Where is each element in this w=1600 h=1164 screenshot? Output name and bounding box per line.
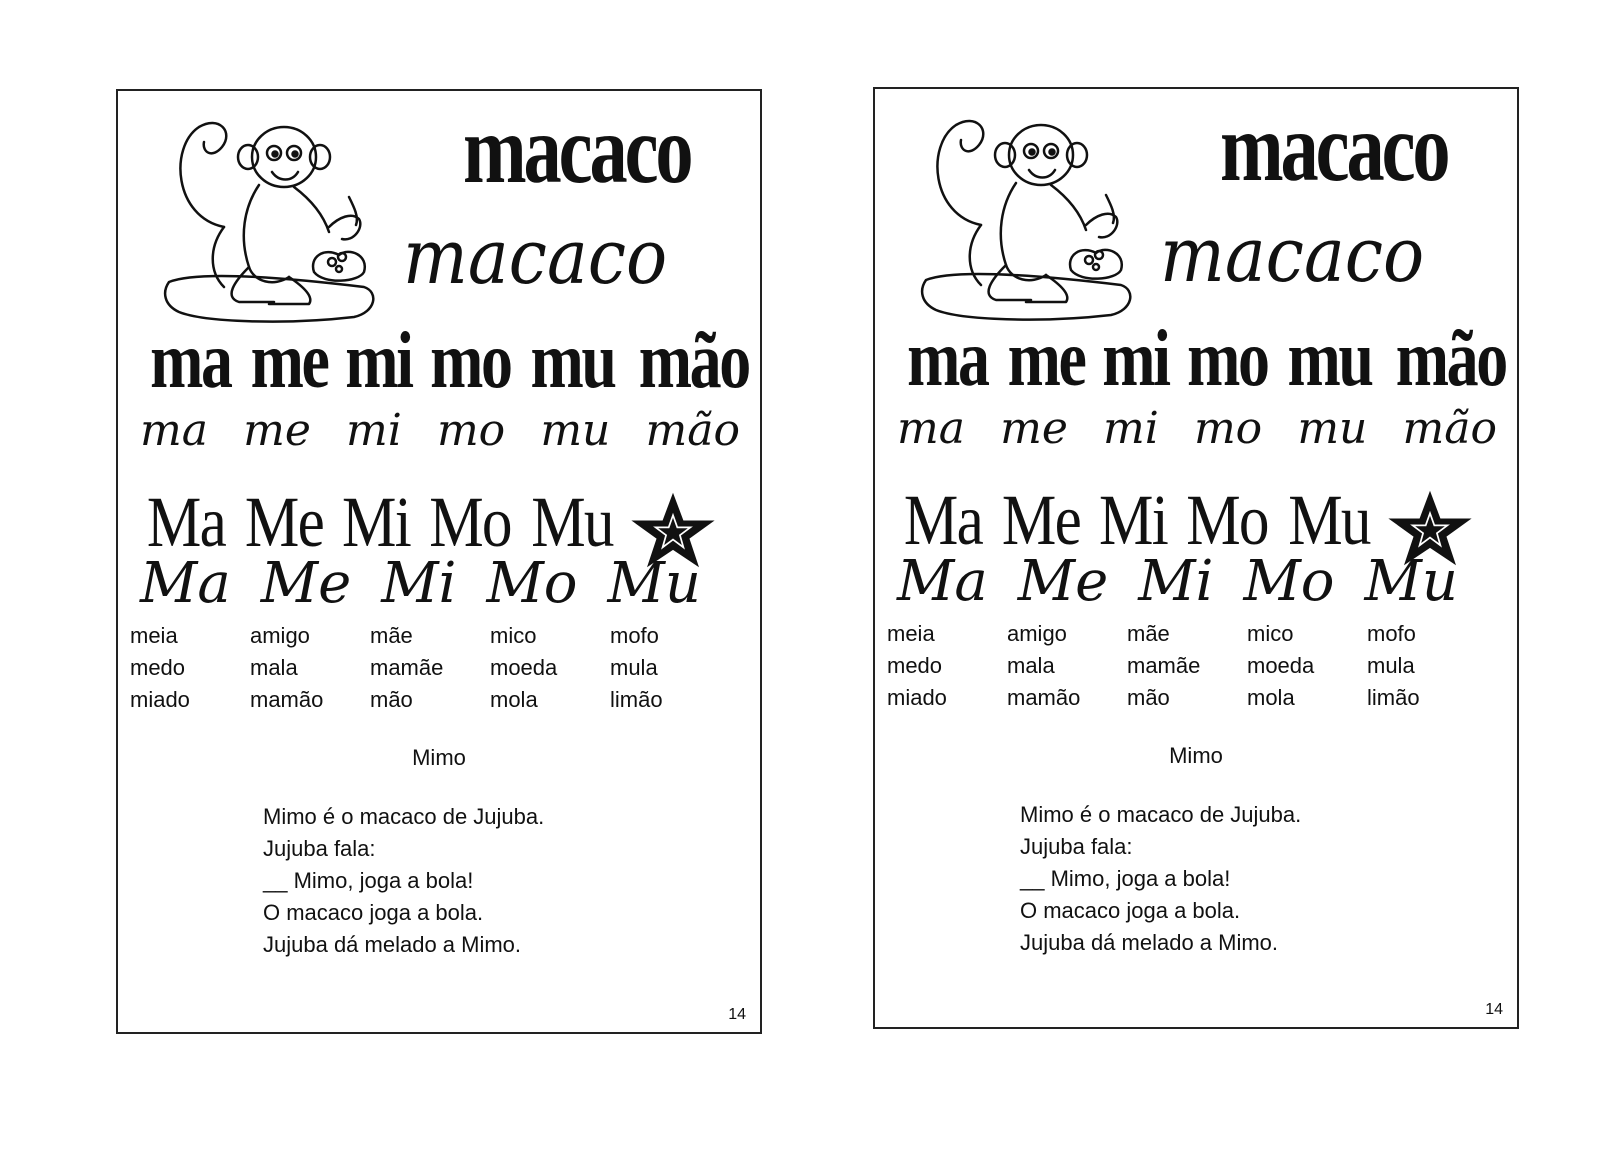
story-line: Jujuba dá melado a Mimo.	[1020, 930, 1279, 955]
story-line: Jujuba fala:	[1020, 834, 1133, 859]
syllable: Mi	[1138, 549, 1214, 614]
word-list	[130, 621, 730, 715]
syllable: mi	[346, 405, 402, 456]
word: amigo	[1007, 621, 1067, 646]
word: mão	[1127, 685, 1170, 710]
story-line: O macaco joga a bola.	[1020, 898, 1241, 923]
story-line: Mimo é o macaco de Jujuba.	[1020, 802, 1302, 827]
syllable: ma	[897, 403, 965, 454]
syllable: Me	[244, 482, 324, 562]
word-list	[887, 619, 1487, 713]
story-text	[263, 801, 544, 961]
syllable: Mu	[607, 551, 701, 616]
story-line: __ Mimo, joga a bola!	[1020, 866, 1231, 891]
syllable: mu	[1297, 403, 1368, 454]
syllable: mo	[1186, 315, 1268, 403]
word: mala	[1007, 653, 1055, 678]
syllable: mu	[540, 405, 611, 456]
word: mola	[1247, 685, 1295, 710]
word: amigo	[250, 623, 310, 648]
word: mãe	[370, 623, 413, 648]
syllable: Me	[1001, 480, 1081, 560]
syllable: Mu	[1288, 480, 1370, 560]
story-title: Mimo	[412, 745, 466, 770]
word: mamão	[1007, 685, 1081, 710]
syllable: Mo	[429, 482, 511, 562]
syllable: me	[1000, 403, 1068, 454]
syllable: Me	[1017, 549, 1109, 614]
page-number: 14	[728, 1006, 746, 1023]
syllable: ma	[140, 405, 208, 456]
monkey-icon	[163, 107, 385, 332]
syllable: Ma	[903, 480, 983, 560]
syllable: Mo	[486, 551, 578, 616]
story-text	[1020, 799, 1301, 959]
word: miado	[887, 685, 947, 710]
syllable: ma	[907, 315, 988, 403]
word: mofo	[1367, 621, 1416, 646]
word: mamãe	[370, 655, 444, 680]
syllable: mão	[645, 405, 740, 456]
syllable: ma	[150, 317, 231, 405]
word: mula	[1367, 653, 1415, 678]
title-cursive: macaco	[403, 212, 668, 301]
syllable: Mi	[381, 551, 457, 616]
page-number: 14	[1485, 1001, 1503, 1018]
syllables-lower-printed	[140, 317, 750, 405]
word: moeda	[1247, 653, 1315, 678]
syllables-lower-cursive	[897, 403, 1497, 454]
syllable: Mu	[1364, 549, 1458, 614]
syllable: Ma	[140, 551, 231, 616]
word: mofo	[610, 623, 659, 648]
word: meia	[130, 623, 178, 648]
syllable: Mu	[531, 482, 613, 562]
syllable: mi	[1103, 403, 1159, 454]
syllables-upper-printed	[897, 480, 1377, 560]
word: mola	[490, 687, 538, 712]
syllable: mu	[1287, 315, 1372, 403]
syllable: mi	[1102, 315, 1169, 403]
syllables-upper-cursive	[897, 549, 1458, 614]
word: meia	[887, 621, 935, 646]
syllable: mão	[1396, 315, 1507, 403]
word: moeda	[490, 655, 558, 680]
word: mico	[490, 623, 537, 648]
title-printed: macaco	[463, 96, 691, 204]
syllable: mão	[1402, 403, 1497, 454]
syllable: Mi	[1098, 480, 1167, 560]
syllable: Ma	[146, 482, 226, 562]
word: medo	[887, 653, 943, 678]
syllables-lower-cursive	[140, 405, 740, 456]
word: mico	[1247, 621, 1294, 646]
syllable: mão	[639, 317, 750, 405]
word: mão	[370, 687, 413, 712]
word: mãe	[1127, 621, 1170, 646]
word: limão	[610, 687, 663, 712]
story-line: Jujuba fala:	[263, 836, 376, 861]
title-printed: macaco	[1220, 94, 1448, 202]
story-line: Mimo é o macaco de Jujuba.	[263, 804, 545, 829]
syllables-lower-printed	[897, 315, 1507, 403]
syllable: me	[243, 405, 311, 456]
syllable: mo	[1193, 403, 1263, 454]
worksheet-page-right	[873, 87, 1519, 1029]
word: limão	[1367, 685, 1420, 710]
syllables-upper-printed	[140, 482, 620, 562]
syllable: mo	[429, 317, 511, 405]
word: mamãe	[1127, 653, 1201, 678]
syllable: Mi	[341, 482, 410, 562]
word: mala	[250, 655, 298, 680]
word: mamão	[250, 687, 324, 712]
syllable: mo	[436, 405, 506, 456]
worksheet-page-left	[116, 89, 762, 1034]
word: medo	[130, 655, 186, 680]
title-cursive: macaco	[1160, 210, 1425, 299]
story-line: O macaco joga a bola.	[263, 900, 484, 925]
syllable: Ma	[897, 549, 988, 614]
syllable: mu	[530, 317, 615, 405]
syllables-upper-cursive	[140, 551, 701, 616]
syllable: Me	[260, 551, 352, 616]
monkey-icon	[920, 105, 1142, 330]
syllable: me	[250, 317, 328, 405]
word: mula	[610, 655, 658, 680]
syllable: Mo	[1186, 480, 1268, 560]
syllable: mi	[345, 317, 412, 405]
syllable: Mo	[1243, 549, 1335, 614]
story-line: __ Mimo, joga a bola!	[263, 868, 474, 893]
story-title: Mimo	[1169, 743, 1223, 768]
story-line: Jujuba dá melado a Mimo.	[263, 932, 522, 957]
word: miado	[130, 687, 190, 712]
syllable: me	[1007, 315, 1085, 403]
